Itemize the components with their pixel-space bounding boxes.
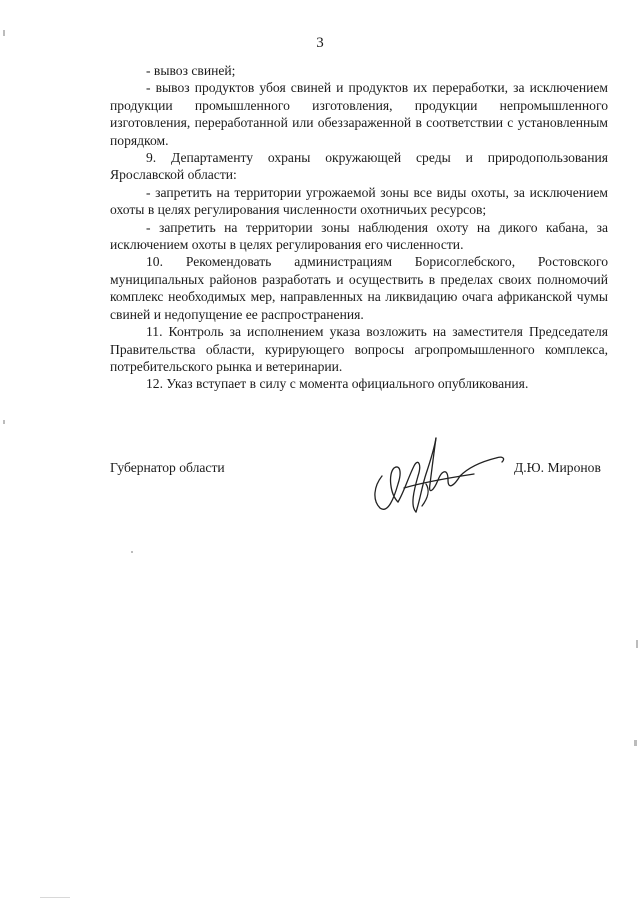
scan-artifact	[131, 551, 133, 553]
page-number: 3	[316, 35, 324, 51]
handwritten-signature	[364, 428, 514, 528]
paragraph-item-11: 11. Контроль за исполнением указа возложить на заместителя Председателя Правительства области, курирующего вопросы агропромышленного комплекса, потребительского рынка и ветеринарии.	[110, 324, 608, 374]
paragraph-hunting-ban-observation-zone: - запретить на территории зоны наблюдения охоту на дикого кабана, за исключением охоты в целях регулирования его численности.	[110, 219, 608, 253]
signatory-title: Губернатор области	[110, 460, 225, 475]
paragraph-item-9: 9. Департаменту охраны окружающей среды и природопользования Ярославской области:	[110, 150, 608, 183]
paragraph-hunting-ban-threat-zone: - запретить на территории угрожаемой зоны все виды охоты, за исключением охоты в целях регулирования численности охотничьих ресурсов;	[110, 184, 608, 218]
scan-artifact	[634, 740, 637, 746]
scan-artifact	[636, 640, 638, 648]
scan-artifact	[3, 420, 5, 424]
scan-artifact	[40, 897, 70, 898]
signatory-name: Д.Ю. Миронов	[514, 460, 601, 475]
paragraph-slaughter-products: - вывоз продуктов убоя свиней и продуктов их переработки, за исключением продукции промышленного изготовления, продукции непромышленного изготовления, переработанной или обеззараженной в соответствии с установленным порядком.	[110, 80, 608, 148]
paragraph-pig-removal: - вывоз свиней;	[146, 63, 236, 78]
document-body	[110, 62, 608, 393]
paragraph-item-12: 12. Указ вступает в силу с момента официального опубликования.	[146, 376, 529, 392]
scan-artifact	[3, 30, 5, 36]
paragraph-item-10: 10. Рекомендовать администрациям Борисоглебского, Ростовского муниципальных районов разработать и осуществить в пределах своих полномочий комплекс необходимых мер, направленных на ликвидацию очага африканской чумы свиней и недопущение ее распространения.	[110, 254, 608, 322]
